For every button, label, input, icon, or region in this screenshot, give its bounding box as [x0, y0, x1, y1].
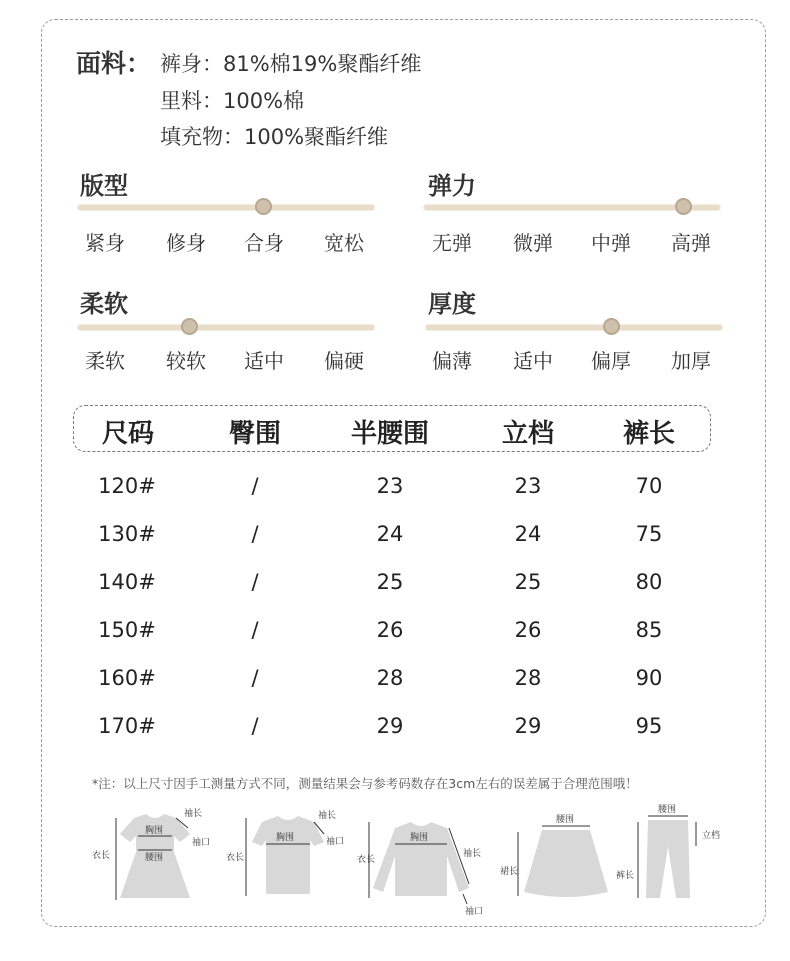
table-cell: 160# [98, 666, 156, 690]
scale-knob-fit[interactable] [255, 198, 272, 215]
table-cell: 24 [514, 522, 542, 546]
fabric-line-filling: 填充物：100%聚酯纤维 [160, 125, 389, 149]
table-cell: 80 [635, 570, 663, 594]
scale-title-elasticity: 弹力 [428, 172, 476, 200]
pants-measure-diagram [614, 800, 734, 910]
table-cell: / [251, 522, 259, 546]
scale-option: 加厚 [671, 349, 711, 373]
table-cell: 150# [98, 618, 156, 642]
table-cell: 23 [376, 474, 404, 498]
table-cell: 120# [98, 474, 156, 498]
diagram-label: 袖口 [465, 907, 484, 917]
table-cell: 130# [98, 522, 156, 546]
scale-option: 偏薄 [432, 349, 472, 373]
dress-measure-diagram [90, 800, 220, 910]
diagram-label: 胸围 [410, 833, 429, 843]
scale-option: 合身 [244, 231, 284, 255]
diagram-label: 袖口 [192, 838, 211, 848]
table-cell: 23 [514, 474, 542, 498]
diagram-label: 腰围 [556, 815, 575, 825]
scale-option: 微弹 [513, 231, 553, 255]
scale-track-fit [78, 205, 374, 210]
table-cell: / [251, 570, 259, 594]
table-cell: 25 [376, 570, 404, 594]
diagram-label: 衣长 [92, 851, 111, 861]
table-header-hip: 臀围 [228, 419, 282, 449]
table-cell: / [251, 474, 259, 498]
table-header-half-waist: 半腰围 [350, 419, 430, 449]
diagram-label: 胸围 [145, 826, 164, 836]
measurement-note: *注：以上尺寸因手工测量方式不同，测量结果会与参考码数存在3cm左右的误差属于合理范围哦！ [92, 776, 638, 791]
diagram-label: 胸围 [276, 833, 295, 843]
diagram-label: 袖长 [463, 849, 482, 859]
table-cell: 28 [376, 666, 404, 690]
sweater-measure-diagram [355, 800, 495, 920]
scale-track-thickness [426, 325, 722, 330]
diagram-label: 衣长 [357, 855, 376, 865]
table-cell: 75 [635, 522, 663, 546]
fabric-line-lining: 里料：100%棉 [160, 89, 305, 113]
table-cell: 90 [635, 666, 663, 690]
diagram-label: 裙长 [500, 867, 519, 877]
fabric-label: 面料： [76, 49, 152, 78]
scale-knob-thickness[interactable] [603, 318, 620, 335]
scale-option: 宽松 [324, 231, 364, 255]
diagram-label: 袖长 [184, 809, 203, 819]
scale-title-softness: 柔软 [80, 290, 128, 318]
table-header-size: 尺码 [101, 419, 155, 449]
table-cell: 26 [376, 618, 404, 642]
diagram-label: 立档 [702, 831, 721, 841]
scale-option: 适中 [513, 349, 553, 373]
table-header-rise: 立档 [501, 419, 555, 449]
table-header-length: 裤长 [622, 419, 676, 449]
table-cell: 28 [514, 666, 542, 690]
scale-track-elasticity [424, 205, 720, 210]
table-cell: 29 [514, 714, 542, 738]
table-cell: / [251, 618, 259, 642]
scale-title-fit: 版型 [80, 172, 128, 200]
diagram-label: 袖口 [326, 837, 345, 847]
table-cell: 26 [514, 618, 542, 642]
scale-option: 紧身 [85, 231, 125, 255]
table-cell: / [251, 714, 259, 738]
tshirt-measure-diagram [226, 800, 356, 910]
diagram-label: 衣长 [226, 853, 245, 863]
table-cell: / [251, 666, 259, 690]
scale-option: 中弹 [591, 231, 631, 255]
diagram-label: 腰围 [145, 853, 164, 863]
diagram-label: 裤长 [616, 871, 635, 881]
scale-option: 高弹 [671, 231, 711, 255]
scale-option: 较软 [166, 349, 206, 373]
scale-option: 偏硬 [324, 349, 364, 373]
table-cell: 140# [98, 570, 156, 594]
diagram-label: 袖长 [318, 811, 337, 821]
scale-option: 修身 [166, 231, 206, 255]
skirt-measure-diagram [498, 800, 618, 910]
fabric-line-shell: 裤身：81%棉19%聚酯纤维 [160, 52, 422, 76]
scale-option: 柔软 [85, 349, 125, 373]
diagram-label: 腰围 [658, 805, 677, 815]
table-cell: 170# [98, 714, 156, 738]
scale-option: 偏厚 [591, 349, 631, 373]
scale-knob-softness[interactable] [181, 318, 198, 335]
scale-title-thickness: 厚度 [428, 290, 476, 318]
table-cell: 70 [635, 474, 663, 498]
table-cell: 25 [514, 570, 542, 594]
scale-option: 适中 [244, 349, 284, 373]
table-cell: 24 [376, 522, 404, 546]
scale-track-softness [78, 325, 374, 330]
table-cell: 95 [635, 714, 663, 738]
table-cell: 29 [376, 714, 404, 738]
table-cell: 85 [635, 618, 663, 642]
scale-knob-elasticity[interactable] [675, 198, 692, 215]
scale-option: 无弹 [432, 231, 472, 255]
